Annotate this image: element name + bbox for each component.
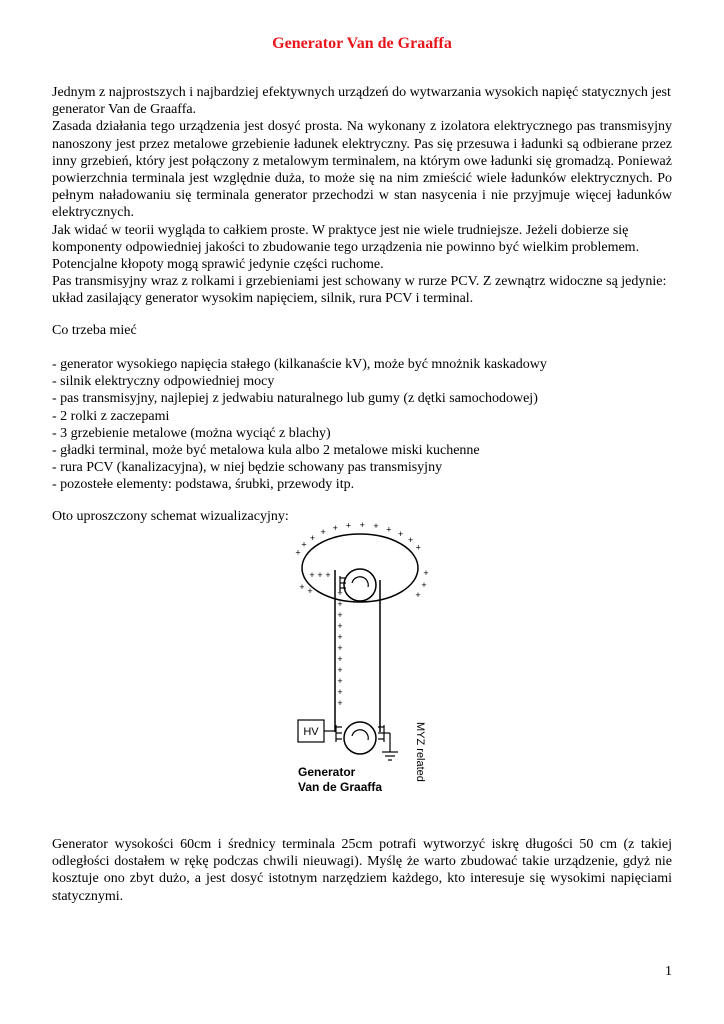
plus-charge-icon: + xyxy=(337,698,343,708)
plus-charge-icon: + xyxy=(337,610,343,620)
plus-charge-icon: + xyxy=(337,621,343,631)
page-title: Generator Van de Graaffa xyxy=(272,35,452,52)
intro-paragraph: Jednym z najprostszych i najbardziej efektywnych urządzeń do wytwarzania wysokich napięć statycznych jest generator Van de Graaffa. xyxy=(52,85,671,118)
terminal-sphere xyxy=(302,534,421,602)
list-item: - pozostełe elementy: podstawa, śrubki, przewody itp. xyxy=(52,477,355,493)
intro-paragraph: Zasada działania tego urządzenia jest dosyć prosta. Na wykonany z izolatora elektrycznego pas transmisyjny nanoszony jest przez metalowe grzebienie ładunek elektryczny. Pas się przesuwa i ładunki są odbierane przez inny grzebień, który jest połączony z metalowym terminalem, na którym owe ładunki się gromadzą. Ponieważ powierzchnia terminala jest względnie duża, to może się na nim zmieścić wiele ładunków elektrycznych. Po pełnym naładowaniu się terminala generator przechodzi w stan nasycenia i nie przyjmuje więcej ładunków elektrycznych. xyxy=(52,119,672,221)
plus-charge-icon: + xyxy=(345,520,352,531)
plus-charge-icon: + xyxy=(337,588,343,598)
plus-charge-icon: + xyxy=(397,528,404,539)
plus-charge-icon: + xyxy=(421,580,427,590)
schematic-title-line1: Generator xyxy=(298,765,356,779)
plus-charge-icon: + xyxy=(386,524,392,535)
list-item: - rura PCV (kanalizacyjna), w niej będzie schowany pas transmisyjny xyxy=(52,460,443,476)
list-item: - 2 rolki z zaczepami xyxy=(52,408,170,424)
plus-charge-icon: + xyxy=(309,532,316,543)
plus-charge-icon: + xyxy=(317,570,323,580)
plus-charge-icon: + xyxy=(320,527,326,538)
plus-charge-icon: + xyxy=(307,586,313,596)
intro-paragraph: Pas transmisyjny wraz z rolkami i grzebieniami jest schowany w rurze PCV. Z zewnątrz widoczne są jedynie: układ zasilający generator wysokim napięciem, silnik, rura PCV i terminal. xyxy=(52,274,667,307)
page-number: 1 xyxy=(665,964,672,979)
plus-charge-icon: + xyxy=(325,570,331,580)
plus-charge-icon: + xyxy=(415,590,421,600)
plus-charge-icon: + xyxy=(407,535,414,545)
intro-section xyxy=(52,84,672,308)
plus-charge-icon: + xyxy=(337,632,343,642)
charge-markers xyxy=(295,520,428,708)
lower-roller xyxy=(344,722,376,754)
plus-charge-icon: + xyxy=(337,599,343,609)
plus-charge-icon: + xyxy=(337,665,343,675)
list-item: - gładki terminal, może być metalowa kula albo 2 metalowe miski kuchenne xyxy=(52,443,480,459)
rotation-arrow-icon xyxy=(352,577,368,587)
plus-charge-icon: + xyxy=(337,654,343,664)
requirements-list xyxy=(52,356,672,494)
intro-paragraph: Jak widać w teorii wygląda to całkiem proste. W praktyce jest nie wiele trudniejsze. Jeżeli dobierze się komponenty odpowiedniej jakości to zbudowanie tego urządzenia nie powinno być wielkim problemem. Potencjalne kłopoty mogą sprawić jedynie części ruchome. xyxy=(52,222,640,273)
schematic-title-line2: Van de Graaffa xyxy=(298,780,383,794)
plus-charge-icon: + xyxy=(332,523,338,534)
schematic-credit: MYZ related xyxy=(414,722,426,782)
schematic-caption: Oto uproszczony schemat wizualizacyjny: xyxy=(52,509,289,524)
plus-charge-icon: + xyxy=(337,676,343,686)
list-item: - pas transmisyjny, najlepiej z jedwabiu naturalnego lub gumy (z dętki samochodowej) xyxy=(52,391,538,407)
plus-charge-icon: + xyxy=(423,568,429,578)
plus-charge-icon: + xyxy=(337,687,343,697)
list-item: - 3 grzebienie metalowe (można wyciąć z blachy) xyxy=(52,425,331,441)
requirements-heading: Co trzeba mieć xyxy=(52,323,137,338)
lower-comb xyxy=(336,725,342,742)
plus-charge-icon: + xyxy=(359,520,365,530)
plus-charge-icon: + xyxy=(309,570,315,580)
plus-charge-icon: + xyxy=(415,542,421,553)
list-item: - generator wysokiego napięcia stałego (kilkanaście kV), może być mnożnik kaskadowy xyxy=(52,357,547,372)
ground-icon xyxy=(382,752,398,760)
closing-paragraph: Generator wysokości 60cm i średnicy terminala 25cm potrafi wytworzyć iskrę długości 50 cm (z takiej odległości dostałem w rękę podczas chwili nieuwagi). Myślę że warto zbudować takie urządzenie, gdyż nie kosztuje ono zbyt dużo, a jest dosyć istotnym narzędziem każdego, kto interesuje się wysokimi napięciami statycznymi. xyxy=(52,837,672,904)
rotation-arrow-icon xyxy=(352,730,368,740)
upper-roller xyxy=(344,569,376,601)
plus-charge-icon: + xyxy=(337,643,343,653)
list-item: - silnik elektryczny odpowiedniej mocy xyxy=(52,374,275,390)
plus-charge-icon: + xyxy=(299,582,305,592)
plus-charge-icon: + xyxy=(373,521,379,532)
van-de-graaff-schematic xyxy=(280,520,440,800)
hv-label: HV xyxy=(303,726,319,738)
plus-charge-icon: + xyxy=(301,539,307,550)
plus-charge-icon: + xyxy=(295,547,301,558)
